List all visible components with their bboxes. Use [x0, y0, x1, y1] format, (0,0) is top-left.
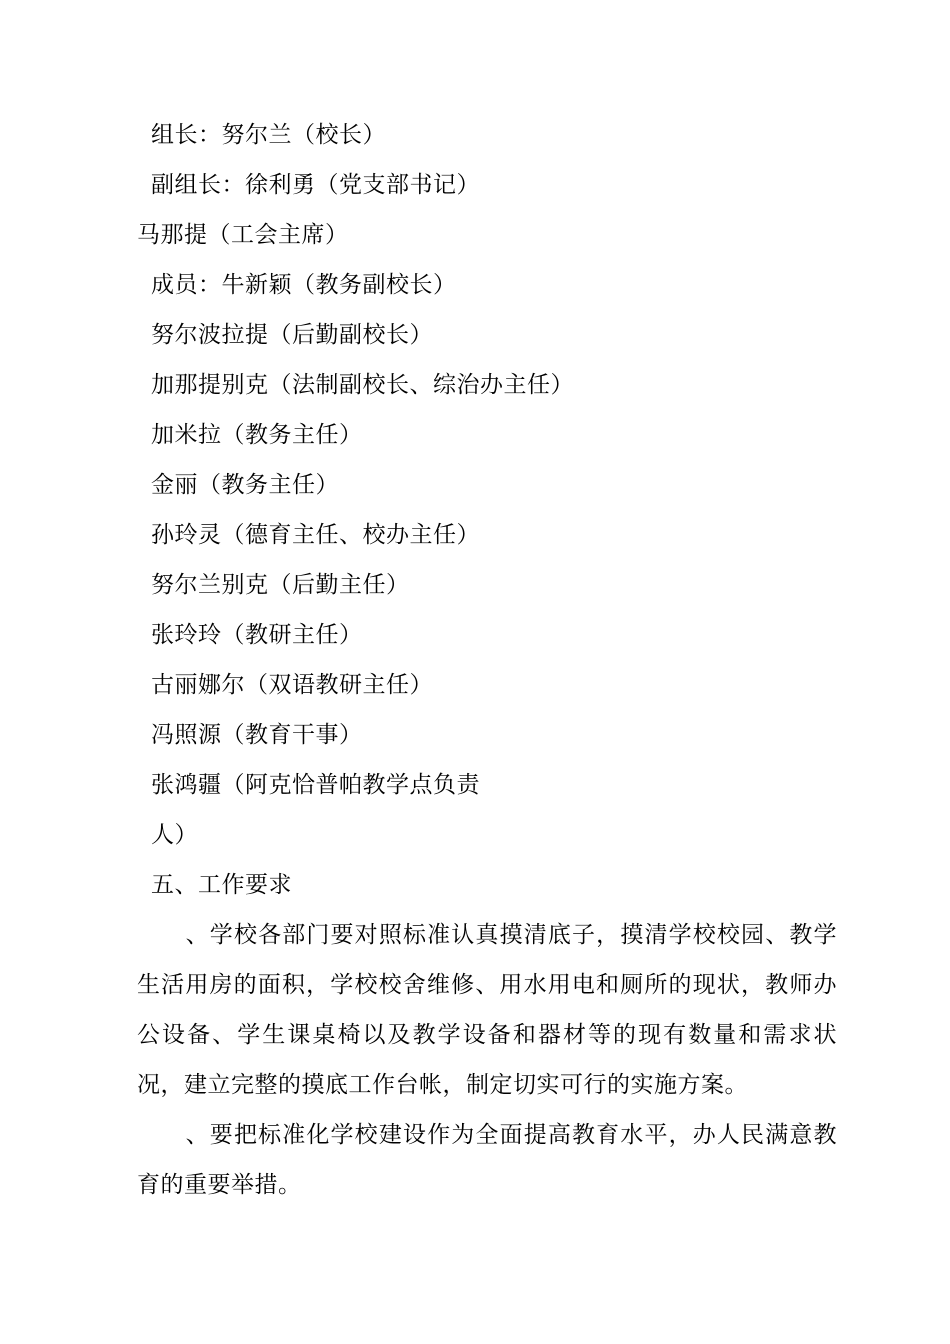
member-line: 加那提别克（法制副校长、综治办主任） [151, 372, 574, 398]
deputy-leader-line: 副组长：徐利勇（党支部书记） [151, 172, 480, 198]
member-line: 金丽（教务主任） [151, 472, 339, 498]
member-line: 孙玲灵（德育主任、校办主任） [151, 522, 480, 548]
deputy-leader-line-2: 马那提（工会主席） [137, 222, 349, 248]
member-line: 加米拉（教务主任） [151, 422, 363, 448]
member-line: 冯照源（教育干事） [151, 722, 363, 748]
requirement-paragraph-2 [137, 1110, 837, 1210]
member-line: 张玲玲（教研主任） [151, 622, 363, 648]
paragraph-text: 、要把标准化学校建设作为全面提高教育水平，办人民满意教育的重要举措。 [137, 1122, 837, 1198]
paragraph-text: 、学校各部门要对照标准认真摸清底子，摸清学校校园、教学生活用房的面积，学校校舍维修、用水用电和厕所的现状，教师办公设备、学生课桌椅以及教学设备和器材等的现有数量和需求状况，建立完整的摸底工作台帐，制定切实可行的实施方案。 [137, 922, 837, 1098]
leader-line: 组长：努尔兰（校长） [151, 122, 386, 148]
member-line: 成员：牛新颖（教务副校长） [151, 272, 457, 298]
member-line: 古丽娜尔（双语教研主任） [151, 672, 433, 698]
member-line: 张鸿疆（阿克恰普帕教学点负责 [151, 772, 480, 798]
requirement-paragraph-1 [137, 910, 837, 1110]
member-line: 努尔兰别克（后勤主任） [151, 572, 410, 598]
member-line-continued: 人） [151, 822, 198, 848]
member-line: 努尔波拉提（后勤副校长） [151, 322, 433, 348]
section-heading: 五、工作要求 [151, 872, 292, 898]
